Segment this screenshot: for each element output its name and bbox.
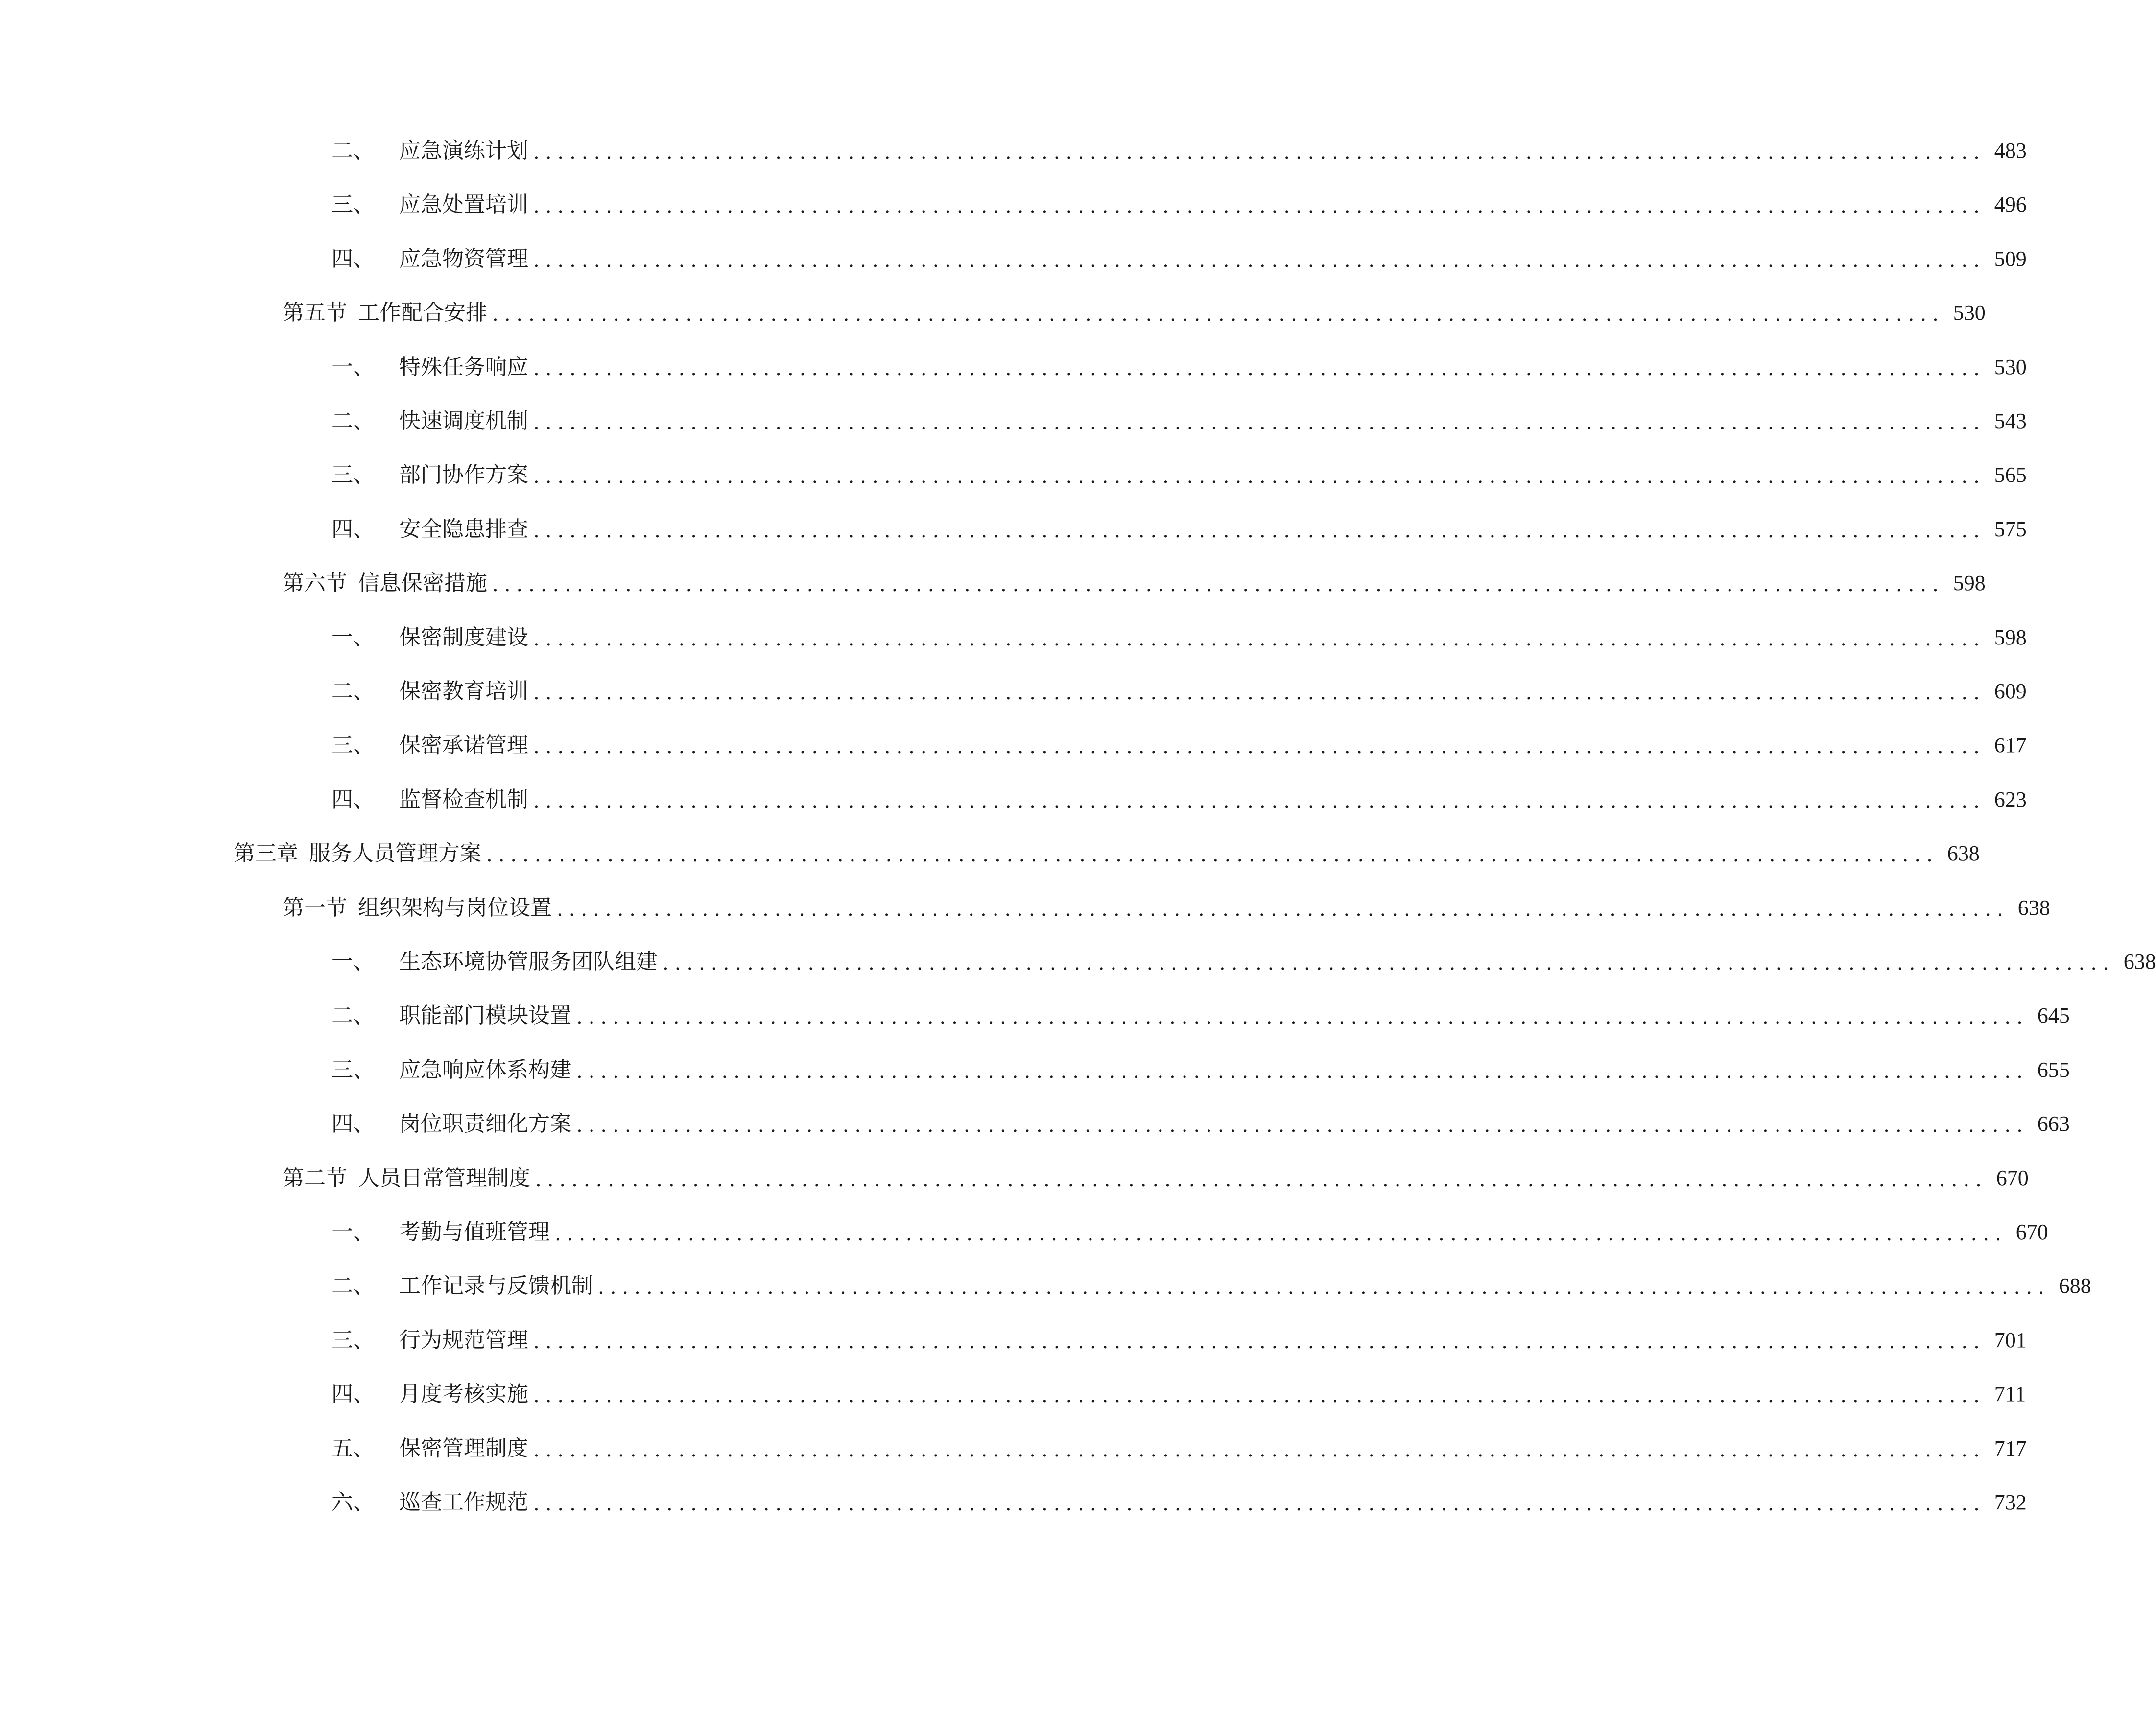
toc-entry-number: 二、: [332, 1273, 375, 1299]
toc-entry-title: 保密管理制度: [399, 1435, 528, 1461]
toc-entry[interactable]: [332, 402, 2027, 441]
toc-dot-leader: ........................................................................................................................: [492, 303, 1944, 326]
toc-entry-title: 行为规范管理: [399, 1327, 528, 1353]
toc-dot-leader: ........................................................................................................................: [533, 1438, 1986, 1461]
toc-dot-leader: ........................................................................................................................: [533, 789, 1986, 812]
toc-entry-number: 四、: [332, 1111, 375, 1137]
toc-entry-page-number: 645: [2037, 1003, 2070, 1028]
toc-entry[interactable]: [332, 1213, 2048, 1252]
toc-entry-number: 一、: [332, 1219, 375, 1244]
toc-entry[interactable]: [332, 780, 2027, 819]
toc-entry[interactable]: [283, 888, 2050, 928]
toc-dot-leader: ........................................................................................................................: [533, 465, 1986, 488]
toc-entry-number: 第三章: [234, 841, 298, 866]
toc-dot-leader: ........................................................................................................................: [555, 1222, 2007, 1245]
toc-entry-title: 保密承诺管理: [399, 733, 528, 758]
toc-entry-page-number: 732: [1994, 1490, 2027, 1514]
toc-dot-leader: ........................................................................................................................: [576, 1060, 2029, 1083]
toc-entry-title: 人员日常管理制度: [358, 1165, 530, 1191]
toc-dot-leader: ........................................................................................................................: [533, 411, 1986, 434]
toc-dot-leader: ........................................................................................................................: [533, 627, 1986, 650]
toc-entry-page-number: 623: [1994, 787, 2027, 811]
toc-entry-title: 巡查工作规范: [399, 1490, 528, 1515]
toc-entry-number: 三、: [332, 1057, 375, 1082]
toc-entry-page-number: 638: [2017, 895, 2050, 920]
toc-dot-leader: ........................................................................................................................: [533, 1330, 1986, 1353]
toc-entry[interactable]: [332, 1104, 2070, 1144]
toc-dot-leader: ........................................................................................................................: [557, 898, 2009, 921]
toc-entry-title: 安全隐患排查: [399, 516, 528, 542]
toc-dot-leader: ........................................................................................................................: [535, 1168, 1988, 1191]
toc-entry[interactable]: [332, 1375, 2026, 1414]
toc-entry-title: 工作配合安排: [358, 300, 487, 326]
toc-entry[interactable]: [332, 942, 2156, 981]
toc-entry-title: 应急响应体系构建: [399, 1057, 571, 1082]
toc-entry-page-number: 530: [1994, 355, 2027, 379]
toc-entry-number: 二、: [332, 679, 375, 704]
toc-entry-number: 一、: [332, 949, 375, 974]
toc-entry-page-number: 617: [1994, 733, 2027, 758]
toc-entry-page-number: 598: [1994, 625, 2027, 649]
toc-entry-page-number: 483: [1994, 139, 2027, 163]
toc-entry-number: 三、: [332, 462, 375, 488]
toc-dot-leader: ........................................................................................................................: [576, 1114, 2029, 1137]
toc-entry[interactable]: [332, 1321, 2027, 1360]
toc-dot-leader: ........................................................................................................................: [533, 736, 1986, 759]
toc-entry-number: 第五节: [283, 300, 347, 326]
toc-dot-leader: ........................................................................................................................: [533, 1493, 1986, 1515]
toc-entry-title: 考勤与值班管理: [399, 1219, 550, 1244]
toc-entry[interactable]: [332, 672, 2027, 711]
toc-entry[interactable]: [332, 726, 2027, 765]
toc-entry-number: 第一节: [283, 895, 347, 920]
toc-entry-page-number: 670: [1996, 1166, 2029, 1190]
toc-entry-title: 部门协作方案: [399, 462, 528, 488]
toc-entry-title: 生态环境协管服务团队组建: [399, 949, 658, 974]
toc-entry[interactable]: [332, 348, 2027, 387]
toc-entry-title: 服务人员管理方案: [309, 841, 481, 866]
toc-dot-leader: ........................................................................................................................: [533, 249, 1986, 272]
toc-dot-leader: ........................................................................................................................: [533, 682, 1986, 704]
toc-entry-page-number: 688: [2059, 1274, 2091, 1298]
toc-entry-title: 应急物资管理: [399, 246, 528, 271]
toc-entry-page-number: 638: [2123, 950, 2156, 974]
toc-entry-number: 一、: [332, 624, 375, 650]
toc-dot-leader: ........................................................................................................................: [533, 519, 1986, 542]
toc-entry-title: 保密制度建设: [399, 624, 528, 650]
toc-entry-page-number: 638: [1947, 841, 1980, 866]
toc-entry-number: 一、: [332, 354, 375, 380]
toc-entry[interactable]: [332, 239, 2027, 279]
toc-dot-leader: ........................................................................................................................: [576, 1006, 2029, 1029]
toc-dot-leader: ........................................................................................................................: [598, 1276, 2050, 1299]
toc-entry[interactable]: [332, 996, 2070, 1035]
toc-entry[interactable]: [332, 1429, 2027, 1468]
toc-entry-number: 四、: [332, 1382, 375, 1407]
toc-entry-number: 四、: [332, 787, 375, 812]
toc-dot-leader: ........................................................................................................................: [533, 1384, 1986, 1408]
toc-entry-page-number: 509: [1994, 246, 2027, 271]
toc-entry[interactable]: [332, 131, 2027, 170]
toc-entry-page-number: 609: [1994, 679, 2027, 703]
toc-entry-number: 二、: [332, 138, 375, 163]
toc-entry[interactable]: [234, 834, 1980, 873]
toc-entry-page-number: 598: [1953, 571, 1986, 596]
toc-entry-title: 保密教育培训: [399, 679, 528, 704]
toc-entry-title: 监督检查机制: [399, 787, 528, 812]
toc-entry-number: 三、: [332, 1327, 375, 1353]
toc-entry-title: 特殊任务响应: [399, 354, 528, 380]
toc-entry-title: 组织架构与岗位设置: [358, 895, 552, 920]
toc-entry-page-number: 575: [1994, 517, 2027, 541]
toc-entry[interactable]: [332, 185, 2027, 224]
toc-dot-leader: ........................................................................................................................: [533, 357, 1986, 380]
toc-entry-title: 职能部门模块设置: [399, 1003, 571, 1028]
toc-entry-number: 五、: [332, 1435, 375, 1461]
toc-entry-page-number: 701: [1994, 1328, 2027, 1352]
toc-dot-leader: ........................................................................................................................: [533, 141, 1986, 164]
toc-entry-title: 应急演练计划: [399, 138, 528, 163]
toc-entry[interactable]: [332, 618, 2027, 657]
toc-entry[interactable]: [283, 293, 1986, 333]
toc-entry-page-number: 663: [2037, 1112, 2070, 1136]
toc-entry-number: 三、: [332, 192, 375, 217]
toc-entry-number: 四、: [332, 246, 375, 271]
toc-entry-number: 第二节: [283, 1165, 347, 1191]
toc-entry[interactable]: [332, 455, 2027, 495]
toc-entry-page-number: 670: [2015, 1220, 2048, 1244]
toc-entry-number: 三、: [332, 733, 375, 758]
toc-entry-title: 月度考核实施: [399, 1382, 528, 1407]
toc-entry[interactable]: [332, 510, 2027, 549]
toc-entry-page-number: 711: [1994, 1382, 2026, 1407]
toc-dot-leader: ........................................................................................................................: [533, 195, 1986, 218]
toc-entry-number: 二、: [332, 1003, 375, 1028]
toc-entry[interactable]: [332, 1483, 2027, 1522]
toc-entry-title: 工作记录与反馈机制: [399, 1273, 593, 1299]
toc-dot-leader: ........................................................................................................................: [663, 952, 2115, 975]
toc-entry-title: 应急处置培训: [399, 192, 528, 217]
toc-entry[interactable]: [283, 564, 1986, 603]
toc-dot-leader: ........................................................................................................................: [492, 573, 1944, 597]
toc-entry-number: 六、: [332, 1490, 375, 1515]
toc-entry-number: 第六节: [283, 571, 347, 596]
toc-entry-page-number: 543: [1994, 409, 2027, 433]
toc-entry-page-number: 530: [1953, 301, 1986, 325]
toc-entry-number: 二、: [332, 408, 375, 433]
toc-entry-page-number: 717: [1994, 1436, 2027, 1460]
toc-entry-title: 信息保密措施: [358, 571, 487, 596]
toc-entry-title: 快速调度机制: [399, 408, 528, 433]
toc-entry[interactable]: [332, 1266, 2091, 1306]
toc-entry-page-number: 655: [2037, 1057, 2070, 1082]
toc-entry-title: 岗位职责细化方案: [399, 1111, 571, 1137]
toc-entry-page-number: 565: [1994, 463, 2027, 487]
toc-entry-number: 四、: [332, 516, 375, 542]
toc-entry[interactable]: [283, 1159, 2029, 1198]
toc-entry[interactable]: [332, 1050, 2070, 1090]
toc-dot-leader: ........................................................................................................................: [486, 844, 1939, 867]
toc-entry-page-number: 496: [1994, 192, 2027, 217]
